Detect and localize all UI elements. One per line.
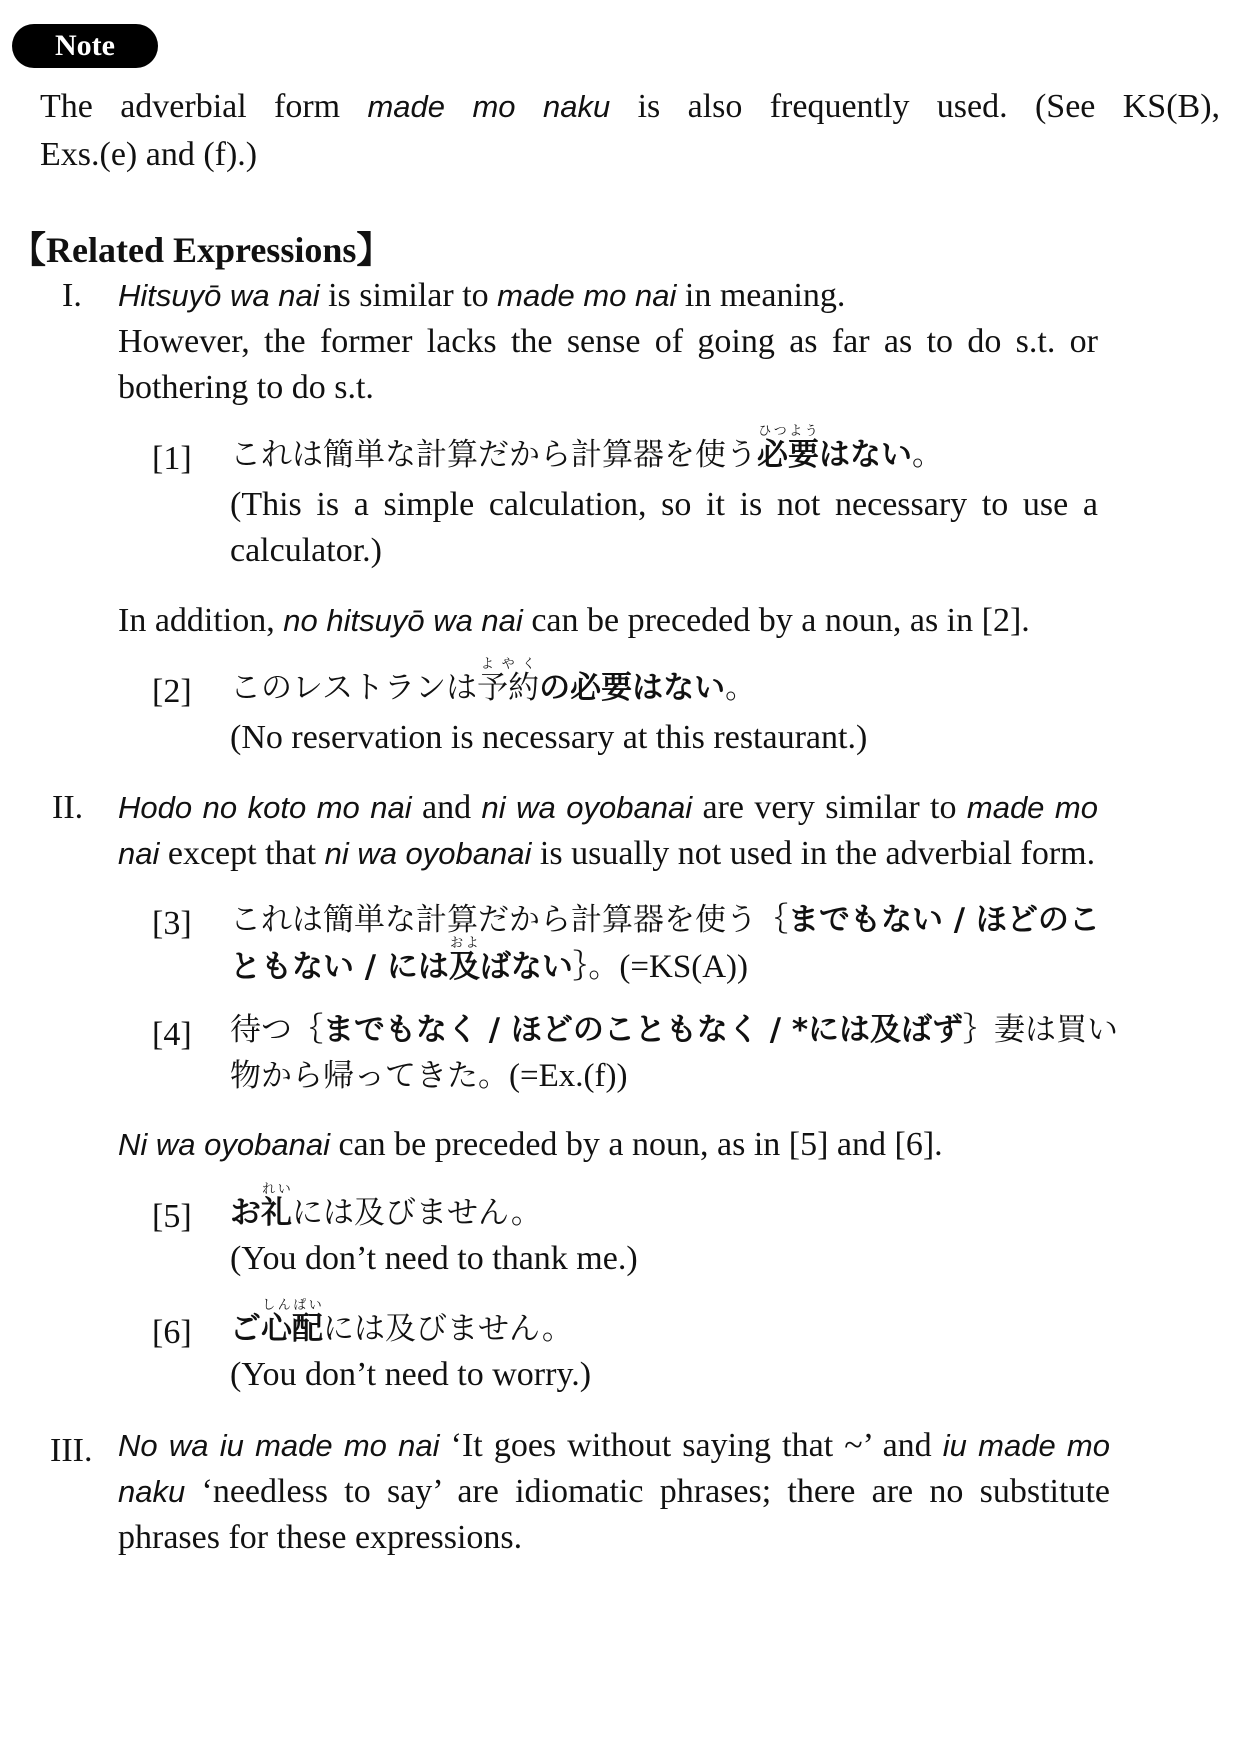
note-line-2: Exs.(e) and (f).)	[40, 136, 258, 173]
ruby-word: 必要ひつよう	[757, 424, 819, 473]
text: in meaning.	[676, 277, 846, 314]
example-number-2: [2]	[152, 673, 192, 710]
text: is usually not used in the adverbial form.	[531, 835, 1096, 872]
s2-line-2	[118, 835, 1095, 873]
jp-bold-text: ともない / には	[230, 949, 449, 985]
jp-text: ｝妻は買い	[963, 1012, 1119, 1048]
jp-bold-text: の必要はない	[539, 670, 726, 706]
term: nai	[118, 836, 160, 871]
example-1-translation-2: calculator.)	[230, 532, 382, 569]
jp-bold-text: までもなく / ほどのこともなく / *には及ばず	[323, 1012, 964, 1048]
section-heading: 【Related Expressions】	[10, 230, 393, 270]
jp-text: これは簡単な計算だから計算器を使う｛	[230, 902, 788, 938]
jp-bold-text: ばない	[479, 949, 573, 985]
text: can be preceded by a noun, as in [5] and [6].	[329, 1126, 943, 1163]
example-3-japanese-2	[230, 936, 748, 997]
s3-line-1	[118, 1427, 1110, 1465]
note-term: made mo naku	[367, 89, 611, 124]
term: No wa iu made mo nai	[118, 1428, 440, 1463]
note-text: The adverbial form	[40, 88, 368, 125]
jp-text: には及びません。	[323, 1311, 573, 1347]
s2-paragraph-2	[118, 1126, 943, 1164]
example-number-4: [4]	[152, 1016, 192, 1053]
term: no hitsuyō wa nai	[283, 603, 523, 638]
text: is similar to	[319, 277, 498, 314]
term: Ni wa oyobanai	[118, 1127, 330, 1162]
term: naku	[118, 1474, 186, 1509]
text: In addition,	[118, 602, 284, 639]
jp-bold-text: お	[230, 1195, 261, 1231]
jp-bold-text: ご	[230, 1311, 261, 1347]
example-4-japanese-2	[230, 1046, 627, 1106]
term: Hodo no koto mo nai	[118, 790, 412, 825]
jp-text: このレストランは	[230, 670, 478, 706]
ruby-word: 礼れい	[261, 1182, 292, 1231]
jp-bold-text: までもない / ほどのこ	[788, 902, 1100, 938]
note-badge: Note	[12, 24, 158, 68]
example-2-translation: (No reservation is necessary at this restaurant.)	[230, 719, 868, 756]
term: made mo nai	[497, 278, 677, 313]
s2-line-1	[118, 789, 1098, 827]
ruby-word: 心配しんぱい	[261, 1298, 323, 1347]
example-number-5: [5]	[152, 1198, 192, 1235]
jp-text: 。	[912, 437, 943, 473]
text: ‘It goes without saying that ~’ and	[439, 1427, 943, 1464]
cross-reference: (=Ex.(f))	[509, 1058, 628, 1094]
text: are very similar to	[692, 789, 967, 826]
text: and	[411, 789, 482, 826]
jp-text: には及びません。	[292, 1195, 542, 1231]
example-5-translation: (You don’t need to thank me.)	[230, 1240, 638, 1277]
example-6-japanese	[230, 1298, 573, 1359]
note-text: is also frequently used. (See KS(B),	[610, 88, 1221, 125]
jp-text: 物から帰ってきた。	[230, 1058, 509, 1094]
cross-reference: (=KS(A))	[619, 949, 749, 985]
s1-line-1	[118, 277, 845, 315]
example-number-1: [1]	[152, 440, 192, 477]
section-number-3: III.	[50, 1432, 93, 1469]
term: ni wa oyobanai	[324, 836, 532, 871]
example-number-6: [6]	[152, 1314, 192, 1351]
section-number-1: I.	[62, 277, 82, 314]
jp-text: 待つ｛	[230, 1012, 323, 1048]
jp-bold-text: はない	[819, 437, 912, 473]
example-1-translation-1: (This is a simple calculation, so it is not necessary to use a	[230, 486, 1098, 523]
jp-text: 。	[725, 670, 757, 706]
term: Hitsuyō wa nai	[118, 278, 320, 313]
s1-paragraph-2	[118, 602, 1030, 640]
example-2-japanese	[230, 657, 756, 718]
jp-text: ｝。	[572, 949, 620, 985]
example-number-3: [3]	[152, 905, 192, 942]
s1-line-3: bothering to do s.t.	[118, 369, 374, 406]
s3-line-3: phrases for these expressions.	[118, 1519, 523, 1556]
term: ni wa oyobanai	[481, 790, 693, 825]
jp-text: これは簡単な計算だから計算器を使う	[230, 437, 757, 473]
ruby-word: 予約よやく	[477, 657, 540, 706]
ruby-word: 及およ	[448, 936, 480, 985]
example-6-translation: (You don’t need to worry.)	[230, 1356, 592, 1393]
text: except that	[159, 835, 325, 872]
section-number-2: II.	[52, 789, 84, 826]
example-1-japanese	[230, 424, 943, 485]
s1-line-2: However, the former lacks the sense of going as far as to do s.t. or	[118, 323, 1098, 360]
s3-line-2	[118, 1473, 1110, 1511]
example-5-japanese	[230, 1182, 542, 1243]
note-line-1	[40, 88, 1220, 126]
term: made mo	[966, 790, 1098, 825]
text: can be preceded by a noun, as in [2].	[522, 602, 1030, 639]
term: iu made mo	[942, 1428, 1110, 1463]
text: ‘needless to say’ are idiomatic phrases; there are no substitute	[185, 1473, 1110, 1510]
